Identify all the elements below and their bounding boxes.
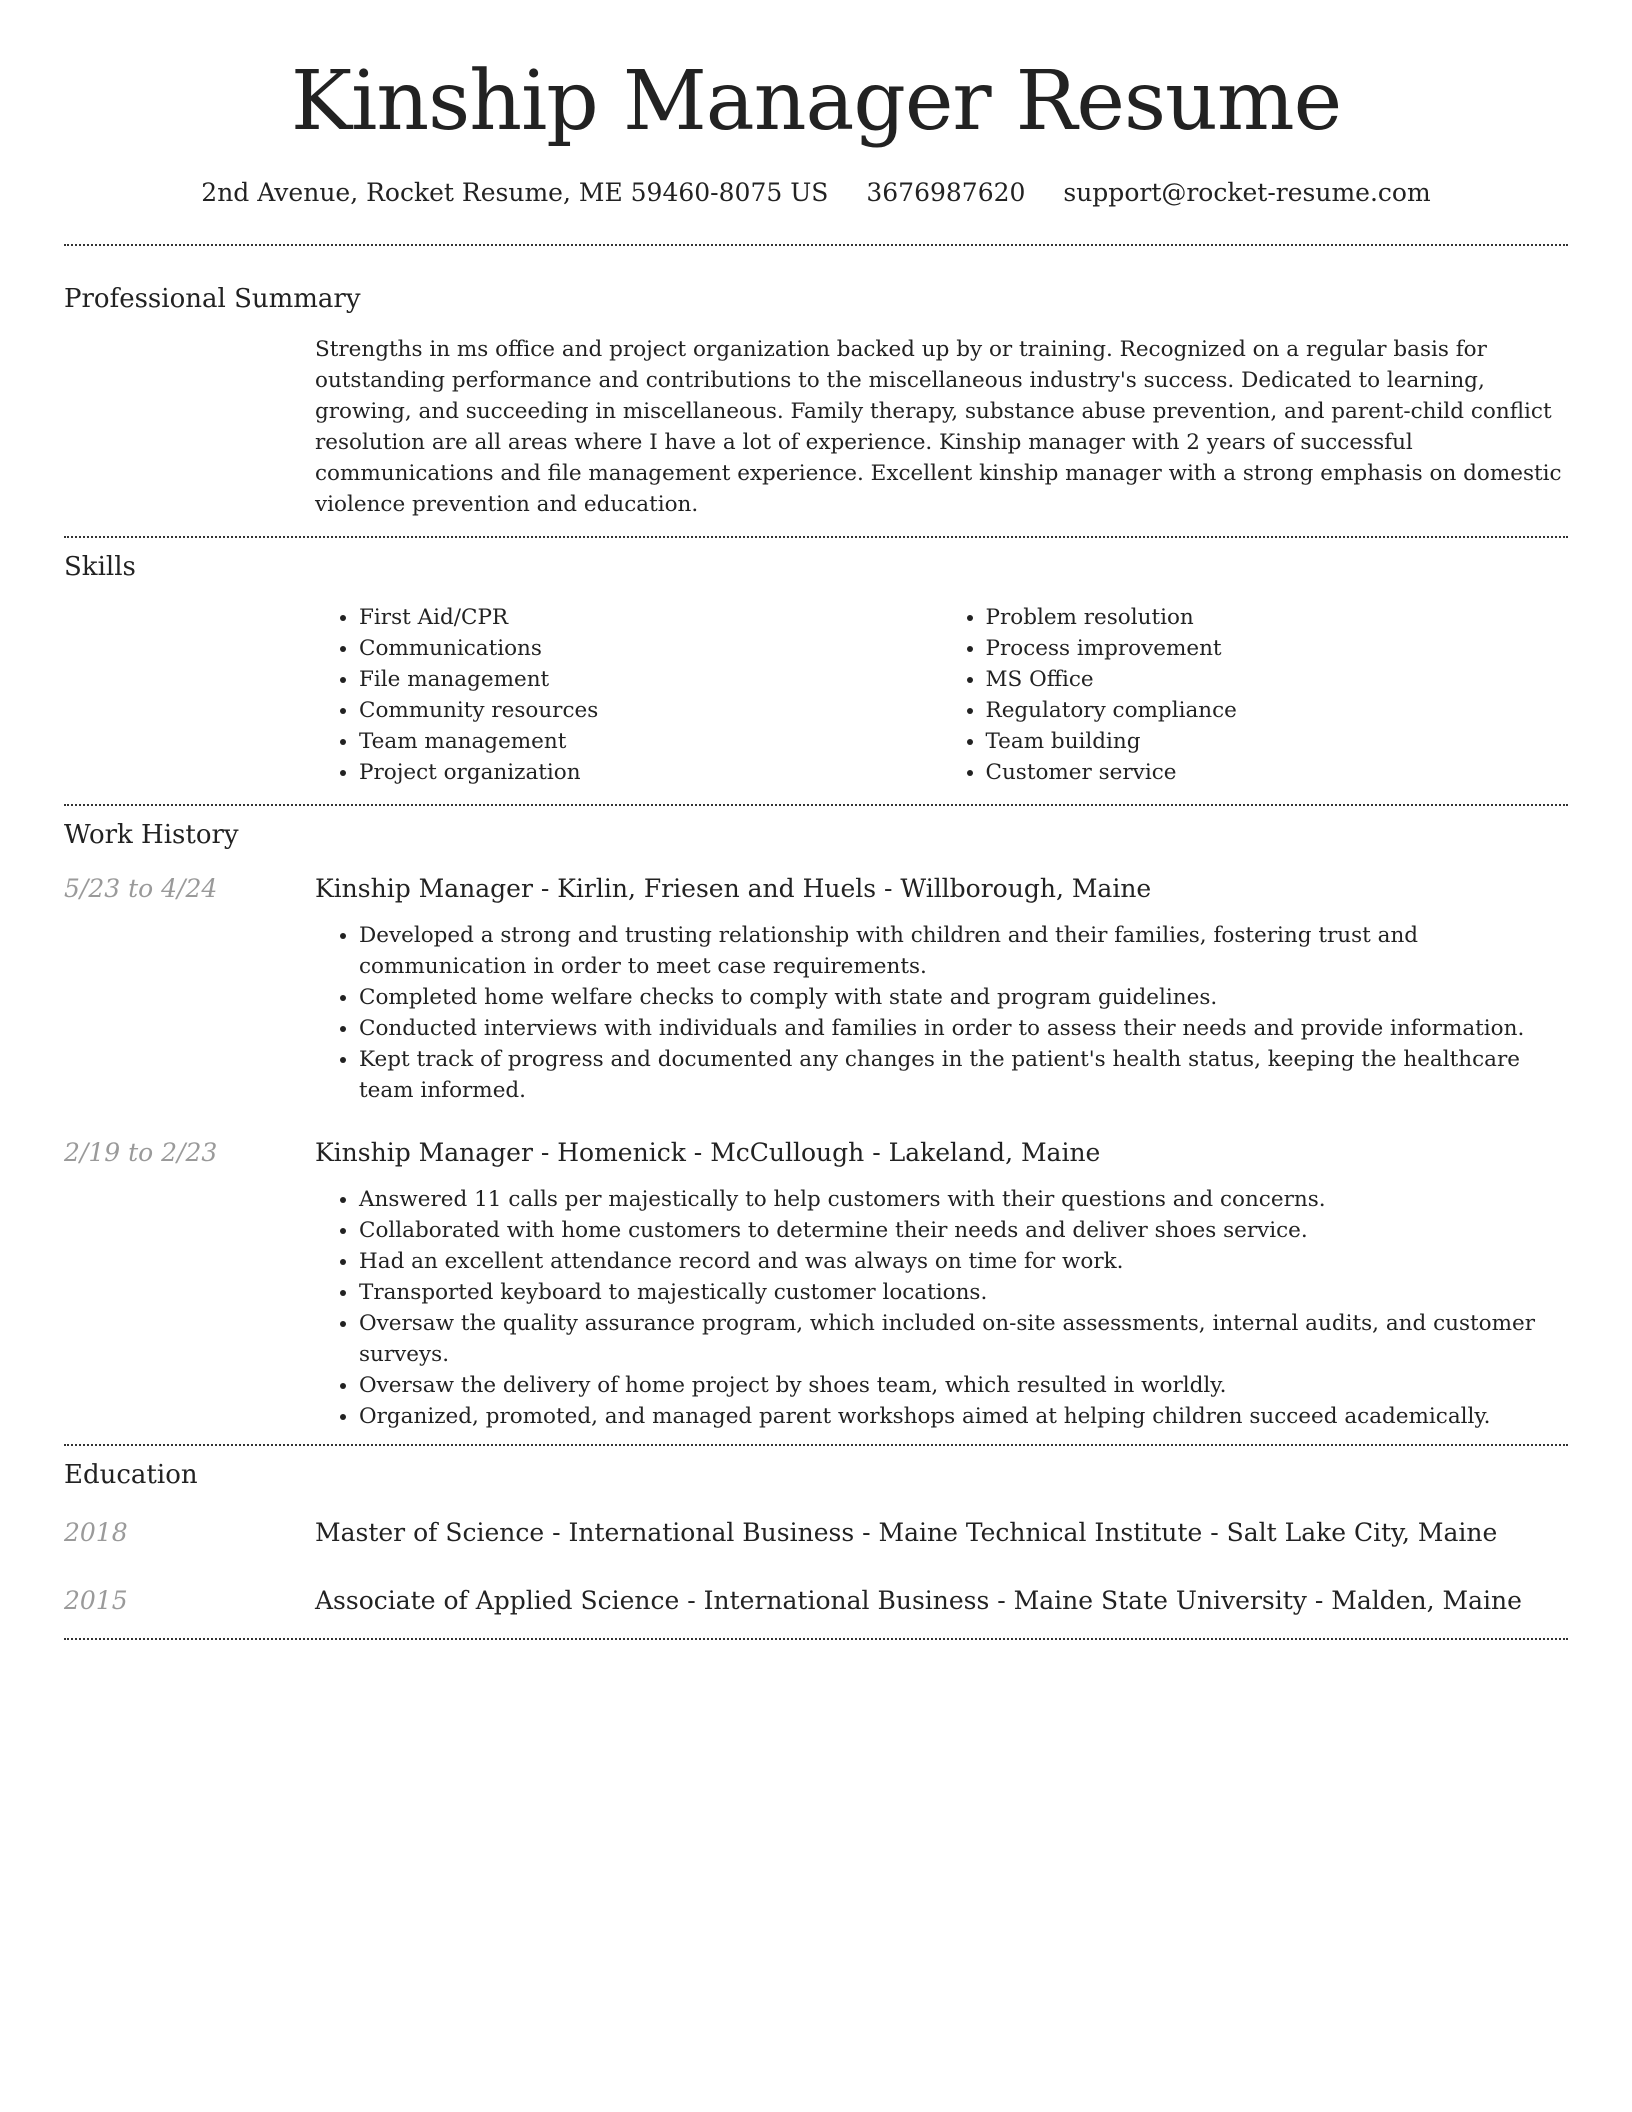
- skill-item: • Project organization: [359, 757, 942, 788]
- job-entry: [64, 1136, 1568, 1432]
- skill-item: • Regulatory compliance: [986, 695, 1569, 726]
- job-dates: 5/23 to 4/24: [64, 874, 218, 903]
- summary-section: [64, 246, 1568, 536]
- education-entry: [64, 1584, 1568, 1618]
- skills-list-left: [315, 602, 942, 788]
- skills-section: [64, 538, 1568, 804]
- contact-address: 2nd Avenue, Rocket Resume, ME 59460-8075 US: [201, 178, 829, 207]
- education-year: 2018: [64, 1518, 128, 1547]
- education-heading: Education: [64, 1460, 198, 1490]
- skill-item: • Community resources: [359, 695, 942, 726]
- skill-item: • MS Office: [986, 664, 1569, 695]
- summary-spacer: [64, 334, 315, 520]
- education-section: [64, 1446, 1568, 1638]
- resume-header: [64, 0, 1568, 210]
- contact-email: support@rocket-resume.com: [1063, 178, 1431, 207]
- education-degree: Master of Science - International Business - Maine Technical Institute - Salt Lake City, Maine: [315, 1518, 1498, 1547]
- job-bullet: • Organized, promoted, and managed parent workshops aimed at helping children succeed academically.: [359, 1401, 1568, 1432]
- skill-item: • Process improvement: [986, 633, 1569, 664]
- skill-item: • First Aid/CPR: [359, 602, 942, 633]
- education-entry: [64, 1516, 1568, 1550]
- education-degree: Associate of Applied Science - International Business - Maine State University - Malden, Maine: [315, 1586, 1522, 1615]
- job-dates: 2/19 to 2/23: [64, 1138, 218, 1167]
- skills-grid: [315, 602, 1568, 788]
- job-bullet: • Transported keyboard to majestically customer locations.: [359, 1277, 1568, 1308]
- job-bullets: [315, 1184, 1568, 1432]
- job-bullet: • Oversaw the delivery of home project by shoes team, which resulted in worldly.: [359, 1370, 1568, 1401]
- skill-item: • Problem resolution: [986, 602, 1569, 633]
- job-bullet: • Oversaw the quality assurance program, which included on-site assessments, internal audits, and customer surveys.: [359, 1308, 1568, 1370]
- skill-item: • File management: [359, 664, 942, 695]
- job-bullet: • Had an excellent attendance record and was always on time for work.: [359, 1246, 1568, 1277]
- summary-text: Strengths in ms office and project organization backed up by or training. Recognized on a regular basis for outstanding performance and contributions to the miscellaneous industry's success. Dedicated to learning, growing, and succeeding in miscellaneous. Family therapy, substance abuse prevention, and parent-child conflict resolution are all areas where I have a lot of experience. Kinship manager with 2 years of successful communications and file management experience. Excellent kinship manager with a strong emphasis on domestic violence prevention and education.: [315, 337, 1562, 517]
- job-title: Kinship Manager - Kirlin, Friesen and Huels - Willborough, Maine: [315, 874, 1152, 903]
- work-heading: Work History: [64, 820, 239, 850]
- skills-heading: Skills: [64, 552, 136, 582]
- job-bullets: [315, 920, 1568, 1106]
- skill-item: • Communications: [359, 633, 942, 664]
- skills-spacer: [64, 602, 315, 788]
- job-title: Kinship Manager - Homenick - McCullough - Lakeland, Maine: [315, 1138, 1101, 1167]
- divider: [64, 1638, 1568, 1640]
- job-bullet: • Conducted interviews with individuals and families in order to assess their needs and provide information.: [359, 1013, 1568, 1044]
- contact-phone: 3676987620: [866, 178, 1026, 207]
- job-bullet: • Collaborated with home customers to determine their needs and deliver shoes service.: [359, 1215, 1568, 1246]
- job-bullet: • Kept track of progress and documented any changes in the patient's health status, keeping the healthcare team informed.: [359, 1044, 1568, 1106]
- job-bullet: • Answered 11 calls per majestically to help customers with their questions and concerns.: [359, 1184, 1568, 1215]
- work-section: [64, 806, 1568, 1444]
- job-bullet: • Completed home welfare checks to comply with state and program guidelines.: [359, 982, 1568, 1013]
- skills-list-right: [942, 602, 1569, 788]
- contact-line: [64, 176, 1568, 210]
- job-bullet: • Developed a strong and trusting relationship with children and their families, fostering trust and communication in order to meet case requirements.: [359, 920, 1568, 982]
- skill-item: • Team management: [359, 726, 942, 757]
- skill-item: • Customer service: [986, 757, 1569, 788]
- skill-item: • Team building: [986, 726, 1569, 757]
- education-year: 2015: [64, 1586, 128, 1615]
- summary-heading: Professional Summary: [64, 284, 361, 314]
- job-entry: [64, 872, 1568, 1106]
- resume-title: Kinship Manager Resume: [290, 54, 1342, 149]
